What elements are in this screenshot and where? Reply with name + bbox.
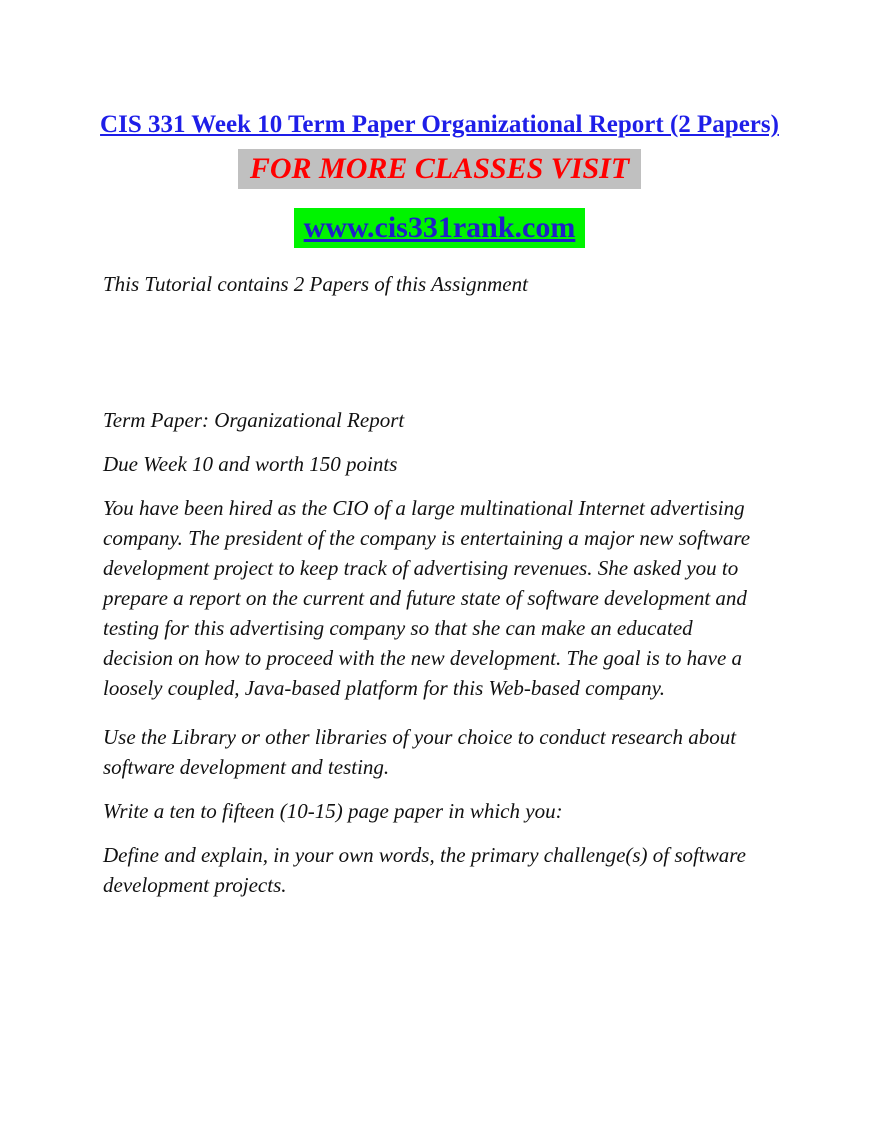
page-title-link[interactable]: CIS 331 Week 10 Term Paper Organizational Report (2 Papers)	[100, 111, 779, 138]
paragraph-scenario: You have been hired as the CIO of a large multinational Internet advertising company. The president of the company is entertaining a major new software development project to keep track of advertising revenues. She asked you to prepare a report on the current and future state of software development and testing for this advertising company so that she can make an educated decision on how to proceed with the new development. The goal is to have a loosely coupled, Java-based platform for this Web-based company.	[103, 496, 751, 700]
site-link[interactable]: www.cis331rank.com	[294, 208, 586, 248]
paragraph-write-instruction: Write a ten to fifteen (10-15) page paper in which you:	[103, 799, 563, 823]
promo-banner-row	[0, 149, 879, 189]
paragraph-define-explain: Define and explain, in your own words, the primary challenge(s) of software development projects.	[103, 843, 746, 897]
site-link-row	[0, 208, 879, 248]
paragraph-library-research: Use the Library or other libraries of your choice to conduct research about software development and testing.	[103, 725, 737, 779]
tutorial-note: This Tutorial contains 2 Papers of this Assignment	[103, 272, 528, 296]
promo-banner: FOR MORE CLASSES VISIT	[238, 149, 641, 189]
paragraph-due-week: Due Week 10 and worth 150 points	[103, 452, 398, 476]
paragraph-term-paper-heading: Term Paper: Organizational Report	[103, 408, 405, 432]
